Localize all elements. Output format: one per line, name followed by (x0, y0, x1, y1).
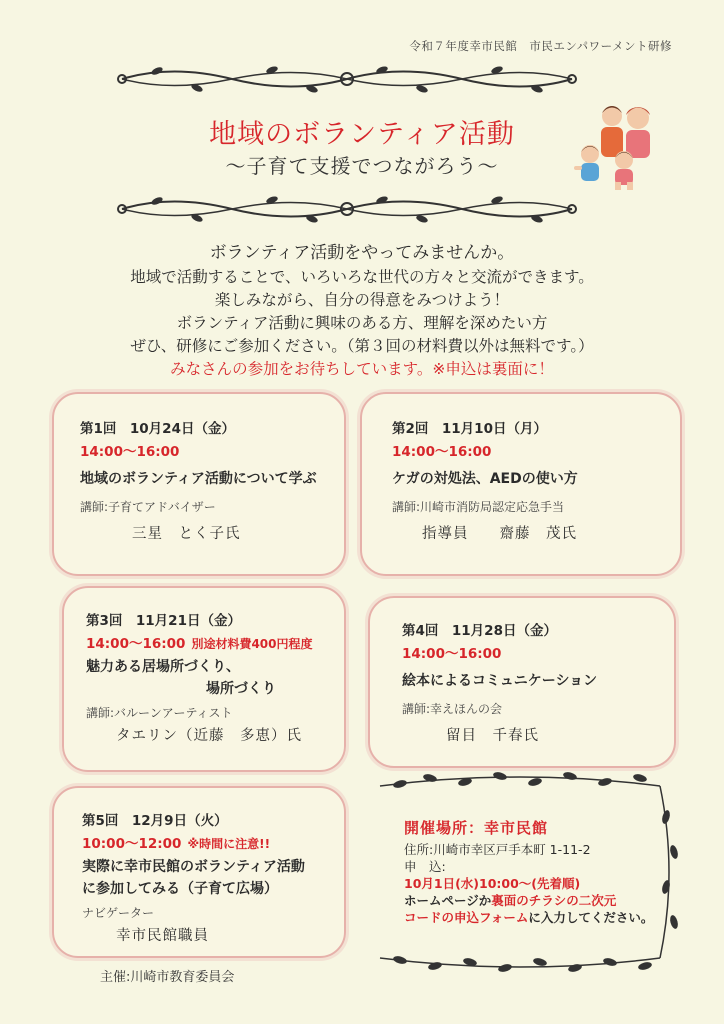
session-topic-cont: に参加してみる（子育て広場） (82, 881, 278, 897)
page-subtitle: ～子育て支援でつながろう～ (225, 154, 499, 178)
session-navigator-name: 幸市民館職員 (116, 928, 209, 944)
session-topic-cont: 場所づくり (206, 681, 276, 697)
apply-date: 10月1日(水)10:00～(先着順) (404, 876, 581, 891)
apply-text-red: 裏面のチラシの二次元 (491, 893, 617, 908)
vine-ornament-top (112, 62, 582, 96)
session-lecturer-label: 講師:川崎市消防局認定応急手当 (392, 500, 565, 514)
session-heading: 第3回 11月21日（金） (86, 613, 241, 629)
session-heading: 第2回 11月10日（月） (392, 421, 547, 437)
session-heading: 第4回 11月28日（金） (402, 623, 557, 639)
venue-info (404, 820, 674, 926)
session-1 (80, 420, 340, 544)
session-lecturer-name: タエリン（近藤 多恵）氏 (116, 728, 302, 744)
family-illustration (568, 100, 668, 192)
session-3 (86, 612, 346, 746)
apply-text-1: ホームページか (404, 893, 492, 908)
session-note: ※時間に注意!! (187, 837, 271, 851)
session-lecturer-label: 講師:幸えほんの会 (402, 702, 503, 716)
apply-text-2: に入力してください。 (528, 910, 654, 925)
session-topic: 絵本によるコミュニケーション (402, 673, 598, 689)
session-time: 14:00～16:00 (80, 444, 180, 460)
intro-line: ぜひ、研修にご参加ください。（第３回の材料費以外は無料です。） (130, 337, 594, 355)
apply-text-red2: コードの申込フォーム (404, 910, 529, 925)
session-lecturer-label: 講師:バルーンアーティスト (86, 706, 233, 720)
intro-closing: みなさんの参加をお待ちしています。※申込は裏面に！ (170, 360, 554, 378)
intro-line: 楽しみながら、自分の得意をみつけよう！ (214, 291, 510, 309)
session-note: 別途材料費400円程度 (191, 637, 313, 651)
session-topic: 実際に幸市民館のボランティア活動 (82, 859, 305, 875)
apply-label: 申 込: (404, 859, 446, 874)
session-topic: ケガの対処法、AEDの使い方 (392, 471, 578, 487)
venue-title: 開催場所：幸市民館 (404, 819, 549, 837)
intro-text (0, 240, 724, 381)
session-5 (82, 812, 344, 946)
session-time (82, 835, 344, 854)
organizer: 主催:川崎市教育委員会 (100, 970, 235, 985)
venue-address: 住所:川崎市幸区戸手本町 1-11-2 (404, 842, 591, 857)
session-topic: 魅力ある居場所づくり、 (86, 659, 240, 675)
session-time-value: 10:00～12:00 (82, 836, 182, 852)
session-lecturer-name: 留目 千春氏 (446, 728, 539, 744)
session-4 (402, 622, 672, 746)
intro-line: 地域で活動することで、いろいろな世代の方々と交流ができます。 (130, 268, 594, 286)
session-time (86, 635, 346, 654)
intro-lead: ボランティア活動をやってみませんか。 (209, 243, 515, 263)
session-heading: 第5回 12月9日（火） (82, 813, 228, 829)
intro-line: ボランティア活動に興味のある方、理解を深めたい方 (176, 314, 548, 332)
session-lecturer-name: 三星 とく子氏 (132, 526, 241, 542)
session-time-value: 14:00～16:00 (86, 636, 186, 652)
session-navigator-label: ナビゲーター (82, 906, 155, 920)
apply-instructions (404, 892, 674, 909)
session-topic: 地域のボランティア活動について学ぶ (80, 471, 317, 487)
session-time: 14:00～16:00 (392, 444, 492, 460)
session-lecturer-label: 講師:子育てアドバイザー (80, 500, 216, 514)
page-title: 地域のボランティア活動 (209, 119, 515, 150)
header-note: 令和７年度幸市民館 市民エンパワーメント研修 (409, 39, 672, 53)
apply-instructions-cont (404, 909, 674, 926)
session-lecturer-name: 指導員 齋藤 茂氏 (422, 526, 577, 542)
session-2 (392, 420, 672, 544)
vine-ornament-bottom (112, 192, 582, 226)
session-time: 14:00～16:00 (402, 646, 502, 662)
session-heading: 第1回 10月24日（金） (80, 421, 235, 437)
